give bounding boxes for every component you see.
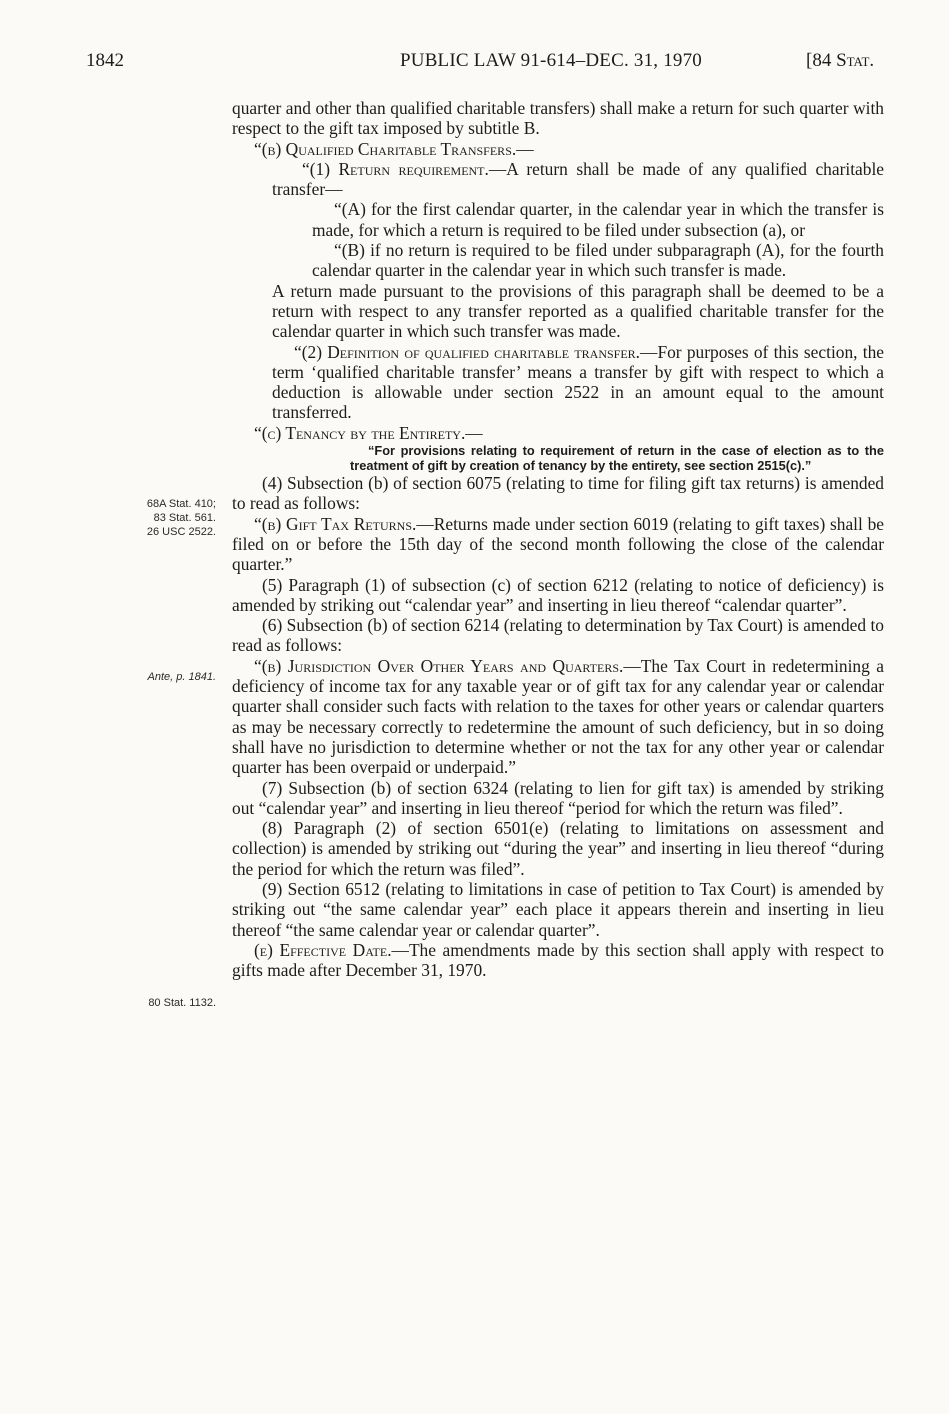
statute-volume: [84 Stat. <box>806 50 875 71</box>
heading-text: “(b) Qualified Charitable Transfers.— <box>254 138 534 159</box>
heading-text: (e) Effective Date. <box>254 939 392 960</box>
page-header <box>0 50 949 82</box>
subsection-heading <box>232 423 884 443</box>
paragraph: (5) Paragraph (1) of subsection (c) of section 6212 (relating to notice of deficiency) is amended by striking out “calendar year” and inserting in lieu thereof “calendar quarter”. <box>232 574 884 615</box>
document-body <box>232 98 884 980</box>
paragraph: (6) Subsection (b) of section 6214 (relating to determination by Tax Court) is amended to read as follows: <box>232 615 884 656</box>
subsection-heading <box>232 139 884 159</box>
page-title: PUBLIC LAW 91-614–DEC. 31, 1970 <box>400 50 702 71</box>
paragraph <box>232 656 884 778</box>
paragraph: A return made pursuant to the provisions of this paragraph shall be deemed to be a return with respect to any transfer reported as a qualified charitable transfer for the calendar quarter in which such transfer was made. <box>272 280 884 342</box>
paragraph: “(B) if no return is required to be filed under subparagraph (A), for the fourth calendar quarter in the calendar year in which such transfer is made. <box>312 240 884 281</box>
margin-note-ante: Ante, p. 1841. <box>147 671 216 683</box>
heading-text: “(2) Definition of qualified charitable transfer. <box>294 341 641 362</box>
margin-note-line: 68A Stat. 410; <box>146 498 216 510</box>
paragraph: “(A) for the first calendar quarter, in the calendar year in which the transfer is made, for which a return is required to be filed under subsection (a), or <box>312 199 884 240</box>
cross-reference-note: “For provisions relating to requirement of return in the case of election as to the treatment of gift by creation of tenancy by the entirety, see section 2515(c).” <box>350 443 884 474</box>
paragraph <box>232 342 884 423</box>
paragraph-text: —The amendments made by this section shall apply with respect to gifts made after December 31, 1970. <box>232 939 884 981</box>
heading-text: “(b) Gift Tax Returns. <box>254 513 417 534</box>
paragraph-text: —Returns made under section 6019 (relating to gift taxes) shall be filed on or before the 15th day of the second month following the close of the calendar quarter.” <box>232 513 884 575</box>
paragraph-text: —The Tax Court in redetermining a deficiency of income tax for any taxable year or of gift tax for any calendar year or calendar quarter shall consider such facts with relation to the taxes for other years or calendar quarters as may be necessary correctly to redetermine the amount of such deficiency, but in so doing shall have no jurisdiction to determine whether or not the tax for any other year or calendar quarter has been overpaid or underpaid.” <box>232 655 884 778</box>
paragraph <box>232 940 884 981</box>
paragraph <box>232 159 884 200</box>
paragraph: (7) Subsection (b) of section 6324 (relating to lien for gift tax) is amended by striking out “calendar year” and inserting in lieu thereof “period for which the return was filed”. <box>232 777 884 818</box>
paragraph: (8) Paragraph (2) of section 6501(e) (relating to limitations on assessment and collection) is amended by striking out “during the year” and inserting in lieu thereof “during the period for which the return was filed”. <box>232 818 884 879</box>
paragraph <box>232 514 884 575</box>
heading-text: “(c) Tenancy by the Entirety.— <box>254 422 483 443</box>
paragraph-text: —A return shall be made of any qualified charitable transfer— <box>272 158 884 200</box>
heading-text: “(b) Jurisdiction Over Other Years and Quarters. <box>254 655 624 676</box>
paragraph-text: —For purposes of this section, the term ‘qualified charitable transfer’ means a transfer by gift with respect to which a deduction is allowable under section 2522 in an amount equal to the amount transferred. <box>272 341 884 423</box>
page-number: 1842 <box>86 50 124 71</box>
margin-note-80-stat: 80 Stat. 1132. <box>148 997 216 1009</box>
margin-note-line: 83 Stat. 561. <box>153 512 216 524</box>
paragraph: quarter and other than qualified charitable transfers) shall make a return for such quarter with respect to the gift tax imposed by subtitle B. <box>232 98 884 139</box>
paragraph: (4) Subsection (b) of section 6075 (relating to time for filing gift tax returns) is amended to read as follows: <box>232 473 884 514</box>
margin-note-line: 26 USC 2522. <box>146 526 216 538</box>
heading-text: “(1) Return requirement. <box>302 158 489 179</box>
paragraph: (9) Section 6512 (relating to limitations in case of petition to Tax Court) is amended by striking out “the same calendar year” each place it appears therein and inserting in lieu thereof “the same calendar year or calendar quarter”. <box>232 878 884 940</box>
margin-note-citations <box>76 497 216 539</box>
